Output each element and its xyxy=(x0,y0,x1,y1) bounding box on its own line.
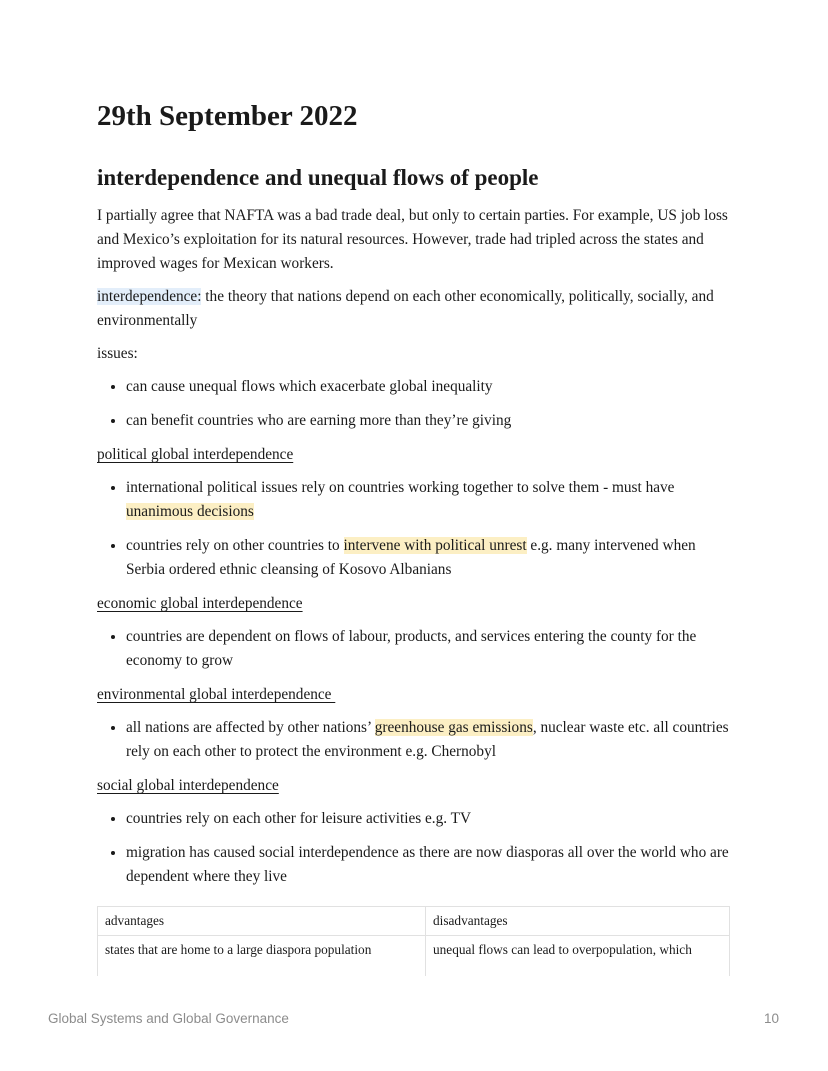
advantages-table xyxy=(97,906,730,976)
definition-term: interdependence: xyxy=(97,288,202,305)
list-item xyxy=(126,476,733,524)
environmental-heading: environmental global interdependence xyxy=(97,686,336,703)
social-list xyxy=(97,807,733,889)
political-item2-text: countries rely on other countries to xyxy=(126,537,344,554)
table-cell: unequal flows can lead to overpopulation, which xyxy=(426,936,730,977)
section-title: interdependence and unequal flows of people xyxy=(97,165,539,190)
issues-list xyxy=(97,375,733,433)
list-item xyxy=(126,534,733,582)
economic-list xyxy=(97,625,733,673)
environmental-item1-rest: , nuclear waste etc. all countries rely on each other to protect the environment e.g. Chernobyl xyxy=(126,719,729,760)
table-header-disadvantages: disadvantages xyxy=(426,907,730,936)
definition-text: the theory that nations depend on each other economically, politically, socially, and environmentally xyxy=(97,288,714,329)
social-heading: social global interdependence xyxy=(97,777,279,794)
definition-paragraph xyxy=(97,285,733,333)
intro-paragraph: I partially agree that NAFTA was a bad trade deal, but only to certain parties. For example, US job loss and Mexico’s exploitation for its natural resources. However, trade had tripled across the states and improved wages for Mexican workers. xyxy=(97,207,728,272)
environmental-list xyxy=(97,716,733,764)
list-item: • migration has caused social interdependence as there are now diasporas all over the world who are dependent where they live xyxy=(126,841,733,889)
political-list xyxy=(97,476,733,582)
economic-heading: economic global interdependence xyxy=(97,595,303,612)
list-item: • can cause unequal flows which exacerbate global inequality xyxy=(126,375,733,399)
list-item: • countries are dependent on flows of labour, products, and services entering the county for the economy to grow xyxy=(126,625,733,673)
footer-title: Global Systems and Global Governance xyxy=(48,1011,289,1026)
political-item1-text: international political issues rely on countries working together to solve them - must have xyxy=(126,479,675,496)
table-header-advantages: advantages xyxy=(98,907,426,936)
environmental-item1-highlight: greenhouse gas emissions xyxy=(374,719,533,736)
political-item1-highlight: unanimous decisions xyxy=(126,503,254,520)
table-cell: states that are home to a large diaspora population xyxy=(98,936,426,977)
political-item2-rest: e.g. many intervened when Serbia ordered ethnic cleansing of Kosovo Albanians xyxy=(126,537,696,578)
political-item2-highlight: intervene with political unrest xyxy=(343,537,527,554)
list-item: • countries rely on each other for leisure activities e.g. TV xyxy=(126,807,733,831)
political-heading: political global interdependence xyxy=(97,446,294,463)
table-header-row xyxy=(98,907,730,936)
page-number: 10 xyxy=(763,1011,779,1026)
list-item: • can benefit countries who are earning more than they’re giving xyxy=(126,409,733,433)
date-heading: 29th September 2022 xyxy=(97,100,358,132)
document-page xyxy=(97,96,733,976)
list-item xyxy=(126,716,733,764)
table-row xyxy=(98,936,730,977)
environmental-item1-text: all nations are affected by other nations’ xyxy=(126,719,375,736)
issues-label: issues: xyxy=(97,345,138,362)
